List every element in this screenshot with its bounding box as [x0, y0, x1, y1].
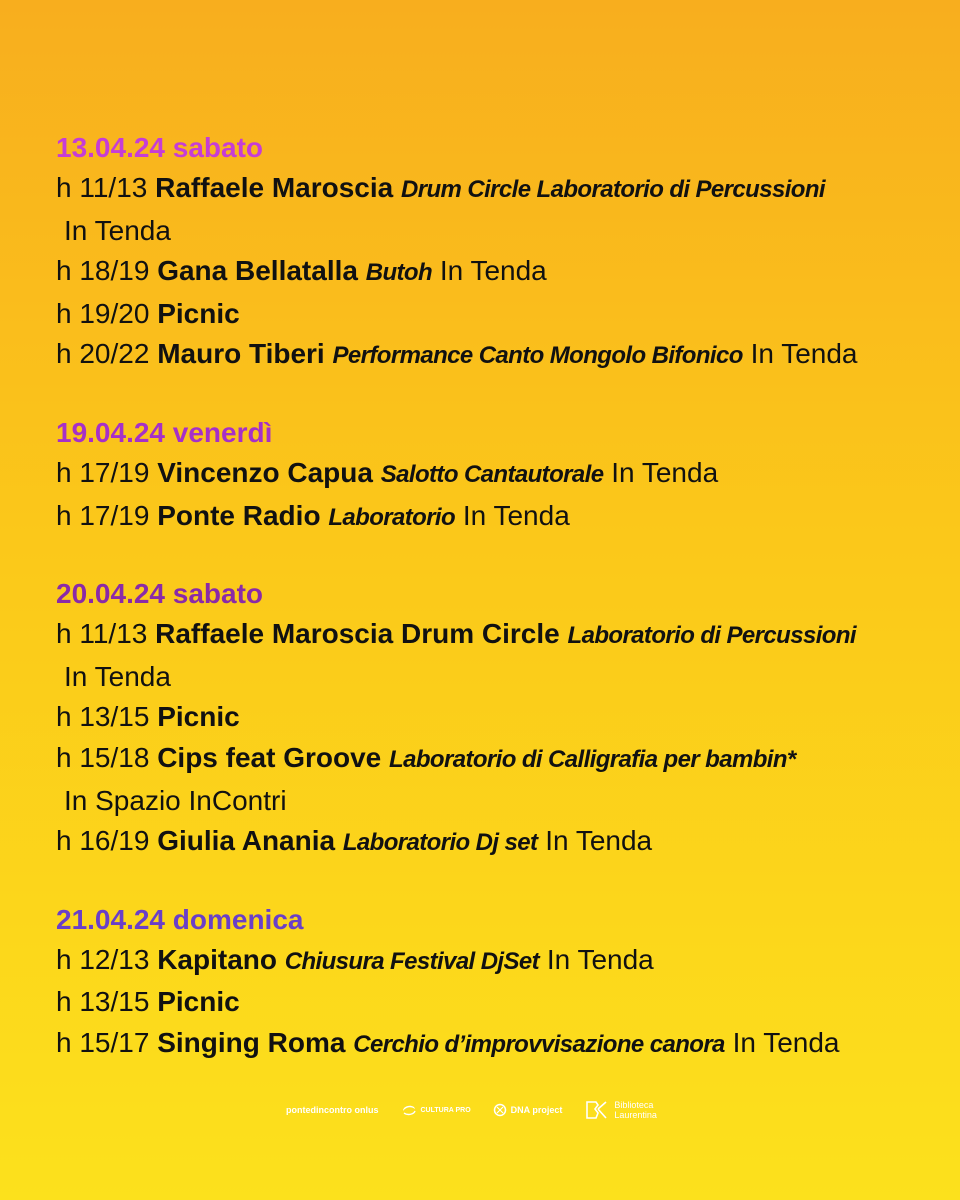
- event-activity: Chiusura Festival DjSet: [284, 947, 540, 975]
- event-artist: Cips feat Groove: [157, 741, 382, 773]
- event-artist: Picnic: [157, 701, 240, 733]
- event-artist: Kapitano: [157, 943, 277, 975]
- event-time: h 13/15: [56, 986, 150, 1018]
- event-activity: Laboratorio: [328, 503, 456, 531]
- event-activity: Laboratorio di Calligrafia per bambin*: [389, 745, 796, 773]
- dna-helix-icon: [493, 1103, 507, 1117]
- event-continuation: [56, 657, 946, 698]
- event-artist: Ponte Radio: [157, 499, 321, 531]
- event-activity: Cerchio d’improvvisazione canora: [353, 1030, 725, 1058]
- event-time: h 13/15: [56, 701, 150, 733]
- event-time: h 20/22: [56, 338, 150, 370]
- event-row: [56, 697, 946, 738]
- event-artist: Gana Bellatalla: [157, 255, 358, 287]
- event-artist: Giulia Anania: [157, 825, 336, 857]
- biblioteca-laurentina-logo-text: Biblioteca Laurentina: [614, 1100, 657, 1120]
- event-time: h 11/13: [56, 618, 148, 650]
- event-row: [56, 294, 946, 335]
- event-activity: Salotto Cantautorale: [380, 460, 604, 488]
- sponsor-logos: [286, 1090, 686, 1130]
- event-artist: Singing Roma: [157, 1026, 346, 1058]
- event-venue: In Tenda: [64, 660, 171, 692]
- event-time: h 17/19: [56, 456, 150, 488]
- event-venue: In Tenda: [611, 456, 719, 488]
- day-title: 21.04.24 domenica: [56, 903, 304, 935]
- event-row: [56, 821, 946, 864]
- day-title: 20.04.24 sabato: [56, 578, 264, 610]
- event-row: [56, 738, 946, 781]
- event-artist: Mauro Tiberi: [157, 338, 325, 370]
- event-venue: In Tenda: [545, 825, 653, 857]
- event-time: h 16/19: [56, 825, 150, 857]
- event-row: [56, 496, 946, 539]
- event-artist: Raffaele Maroscia: [155, 172, 394, 203]
- event-row: [56, 168, 946, 211]
- event-time: h 19/20: [56, 297, 150, 329]
- event-artist: Vincenzo Capua: [157, 456, 373, 488]
- event-venue: In Spazio InContri: [64, 784, 287, 816]
- event-venue: In Tenda: [462, 499, 570, 531]
- event-activity: Butoh: [365, 259, 433, 287]
- event-venue: In Tenda: [546, 943, 654, 975]
- festival-schedule: [56, 128, 946, 1102]
- event-artist: Picnic: [157, 986, 240, 1018]
- biblioteca-b-mark-icon: [584, 1099, 610, 1121]
- event-row: [56, 614, 946, 657]
- event-row: [56, 251, 946, 294]
- cultura-pro-logo: [401, 1103, 471, 1117]
- event-activity: Performance Canto Mongolo Bifonico: [332, 342, 743, 370]
- event-time: h 17/19: [56, 499, 150, 531]
- pontedincontro-logo-text: pontedincontro onlus: [286, 1105, 379, 1115]
- pontedincontro-logo: [286, 1105, 379, 1115]
- event-time: h 11/13: [56, 172, 148, 203]
- dna-project-logo-text: DNA project: [510, 1105, 563, 1115]
- event-row: [56, 334, 946, 377]
- day-block: [56, 128, 946, 377]
- event-row: [56, 453, 946, 496]
- event-row: [56, 940, 946, 983]
- day-block: [56, 413, 946, 538]
- event-venue: In Tenda: [64, 214, 171, 246]
- biblioteca-laurentina-logo: [584, 1099, 676, 1121]
- event-venue: In Tenda: [439, 255, 547, 287]
- dna-project-logo: [493, 1103, 563, 1117]
- day-block: [56, 900, 946, 1066]
- event-venue: In Tenda: [750, 338, 858, 370]
- day-title: 13.04.24 sabato: [56, 132, 264, 163]
- day-block: [56, 574, 946, 864]
- event-venue: In Tenda: [732, 1026, 840, 1058]
- event-row: [56, 982, 946, 1023]
- event-activity: Laboratorio Dj set: [342, 829, 538, 857]
- event-artist: Picnic: [157, 297, 240, 329]
- event-continuation: [56, 781, 946, 822]
- event-artist: Raffaele Maroscia Drum Circle: [155, 618, 560, 650]
- event-time: h 15/17: [56, 1026, 150, 1058]
- event-continuation: [56, 211, 946, 252]
- event-row: [56, 1023, 946, 1066]
- event-time: h 12/13: [56, 943, 150, 975]
- event-activity: Drum Circle Laboratorio di Percussioni: [401, 176, 825, 203]
- cultura-pro-logo-text: CULTURA PRO: [420, 1106, 471, 1114]
- event-activity: Laboratorio di Percussioni: [567, 622, 856, 650]
- event-time: h 18/19: [56, 255, 150, 287]
- cultura-pro-swirl-icon: [401, 1103, 417, 1117]
- event-time: h 15/18: [56, 741, 150, 773]
- day-title: 19.04.24 venerdì: [56, 416, 273, 448]
